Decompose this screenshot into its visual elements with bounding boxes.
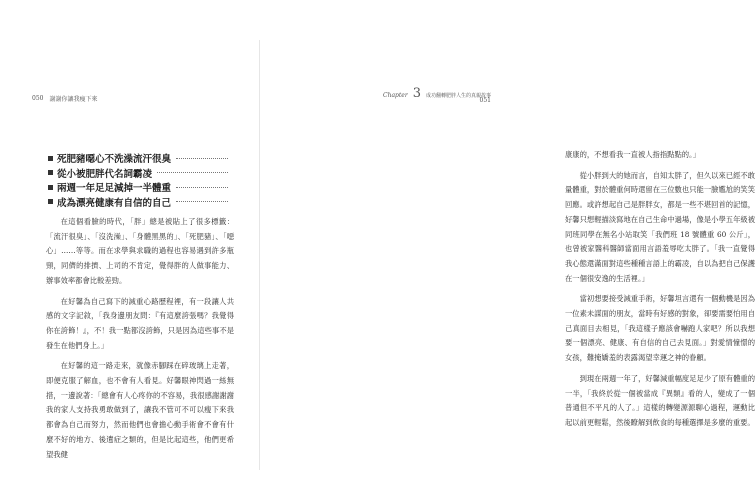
left-page (0, 0, 258, 500)
right-page-number: 051 (479, 97, 491, 104)
bullet-text: 成為漂亮健康有自信的自己 (57, 197, 172, 209)
left-running-title: 謝謝你讓我瘦下來 (49, 96, 98, 103)
bullet-item (48, 151, 228, 166)
square-bullet-icon (48, 170, 53, 175)
summary-bullet-list (48, 151, 228, 209)
chapter-header (383, 86, 491, 104)
body-paragraph: 當初想要接受減重手術，好馨坦言還有一個動機是因為一位素未謀面的朋友，當時有好感的對象，卻要需要怕用自己真面目去相見，「我這樣子應該會嚇跑人家吧？所以我想要一個漂亮、健康、有自信的自己去見面。」對愛情憧憬的女孩，難掩嬌羞的表露渴望幸運之神的眷顧。 (565, 294, 755, 363)
square-bullet-icon (48, 185, 53, 190)
right-page (262, 0, 755, 500)
dotted-leader (176, 201, 228, 202)
bullet-item (48, 180, 228, 195)
square-bullet-icon (48, 199, 53, 204)
chapter-title: 成功翻轉肥胖人生的真親故事 (425, 93, 491, 99)
bullet-item (48, 166, 228, 181)
square-bullet-icon (48, 156, 53, 161)
dotted-leader (176, 187, 228, 188)
right-body-text (565, 148, 755, 437)
left-running-header (32, 94, 97, 103)
chapter-number: 3 (412, 86, 421, 101)
body-paragraph: 從小胖到大的她而言，自知太胖了，但久以來已經不敢量體重，對於體重何時還留在三位數也只能一臉尷尬的笑笑回應。或許想起自己是胖胖女，都是一些不堪回首的記憶，好馨只想輕描淡寫地在自己生命中過場，像是小學五年級被同班同學在無名小站取笑「我們班 18 號體重 60 公斤」，也曾被家醫科醫師當面用言語羞辱吃太胖了。「我一直覺得我心態還滿面對這些種種言語上的霸凌，自以為把自己保護在一個很安逸的生活裡。」 (565, 170, 755, 283)
bullet-text: 兩週一年足足減掉一半體重 (57, 183, 172, 195)
bullet-item (48, 195, 228, 210)
body-paragraph: 康康的，不想看我一直被人指指點點的。」 (565, 150, 700, 159)
body-paragraph: 在好馨為自己寫下的減重心路歷程裡，有一段讓人共感的文字記敘，「我身邊朋友問：『有這麼誇張嗎？我覺得你在誇飾！』，不！我一點都沒誇飾，只是因為這些事不是發生在他們身上。」 (46, 296, 234, 350)
body-paragraph: 在好馨的這一路走來，就像赤腳踩在碎玻璃上走著，即便克服了解血，也不會有人看見。好馨眼神閃過一絲無措，一邊說著：「總會有人心疼你的不容易，我很感謝謝謝我的家人支持我勇敢做到了，讓我不管可不可以瘦下來我都會為自己而努力，然而他們也會擔心動手術會不會有什麼不好的地方、後遺症之類的，但是比起這些，他們更希望我健 (46, 361, 234, 459)
left-body-text (46, 215, 234, 468)
book-spine-divider (259, 40, 260, 470)
chapter-word: Chapter (383, 92, 408, 99)
bullet-text: 從小被肥胖代名詞霸凌 (57, 168, 153, 180)
left-page-number: 050 (32, 95, 44, 102)
dotted-leader (157, 172, 228, 173)
body-paragraph: 到現在兩週一年了，好馨減重幅度足足少了原有體重的一半，「我終於從一個被當成『異類』看的人，變成了一個普通但不平凡的人了。」這樣的轉變源源聊心過程，運動比起以前更輕鬆，然後瞭解到飲食的每種選擇是多麼的重要。 (565, 373, 755, 427)
dotted-leader (176, 158, 228, 159)
bullet-text: 死肥豬噁心不洗澡流汗很臭 (57, 154, 172, 166)
body-paragraph: 在這個看臉的時代，「胖」總是被貼上了很多標籤：「流汗很臭」、「沒洗澡」、「身體黑黑的」、「死肥豬」、「噁心」……等等。而在求學與求職的過程也容易遇到許多瓶頸，同儕的排擠、上司的不肯定，覺得胖的人做事能力、辦事效率都會比較差勁。 (46, 217, 234, 285)
